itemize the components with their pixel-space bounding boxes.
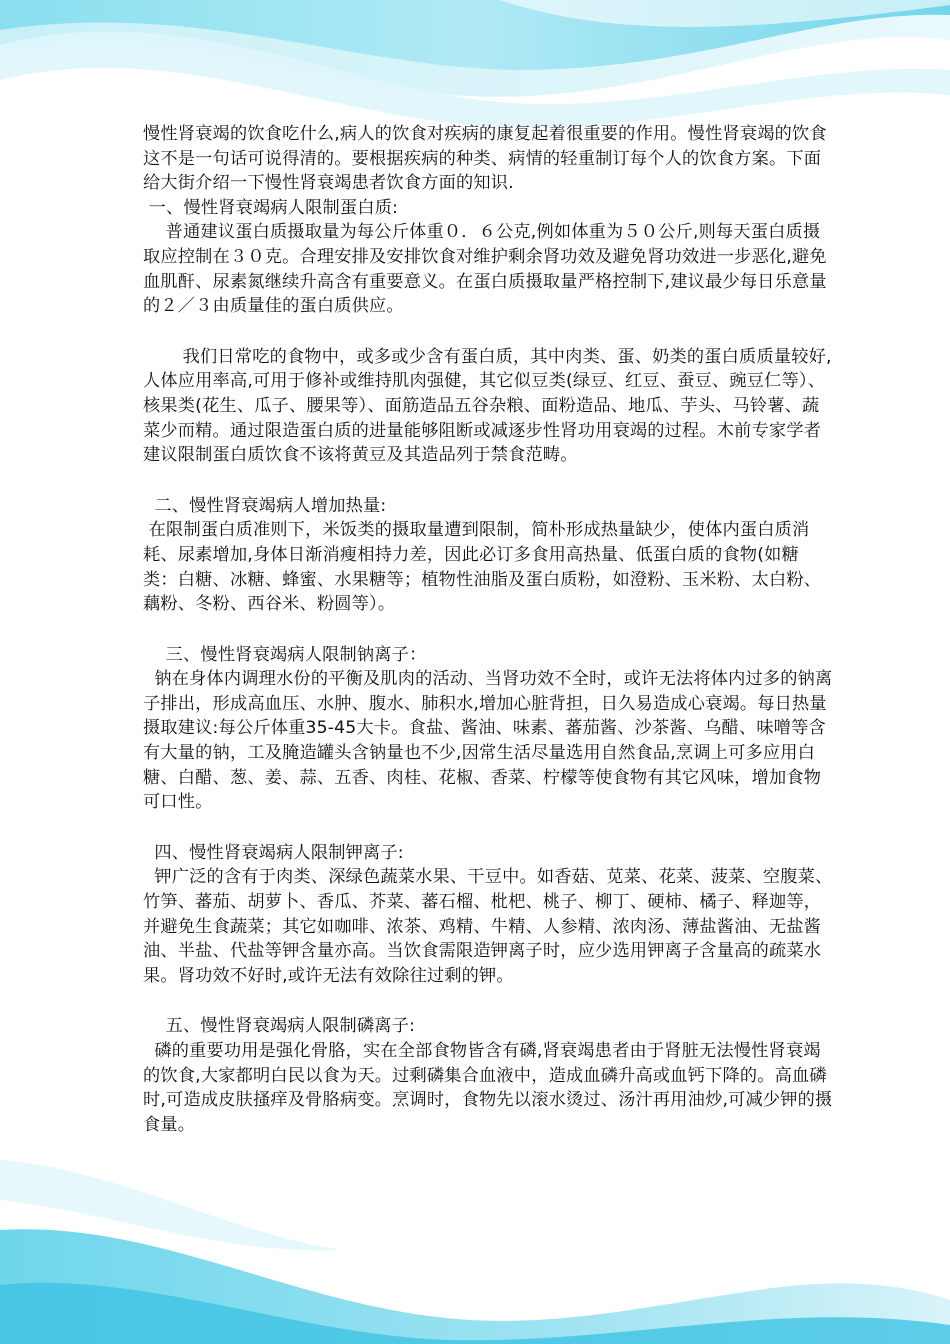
spacer (143, 468, 833, 494)
intro-paragraph: 慢性肾衰竭的饮食吃什么,病人的饮食对疾病的康复起着很重要的作用。慢性肾衰竭的饮食这不是一句话可说得清的。要根据疾病的种类、病情的轻重制订每个人的饮食方案。下面给大街介绍一下慢性肾衰竭患者饮食方面的知识. (143, 124, 827, 194)
section-1-paragraph-1: 普通建议蛋白质摄取量为每公斤体重０．６公克,例如体重为５０公斤,则每天蛋白质摄取应控制在３０克。合理安排及安排饮食对维护剩余肾功效及避免肾功效进一步恶化,避免血肌酐、尿素氮继续升高含有重要意义。在蛋白质摄取量严格控制下,建议最少每日乐意量的２／３由质量佳的蛋白质供应。 (143, 222, 827, 317)
section-4-heading: 四、慢性肾衰竭病人限制钾离子: (143, 842, 404, 863)
document-body (143, 122, 833, 1137)
section-1-heading: 一、慢性肾衰竭病人限制蛋白质: (143, 197, 399, 218)
spacer (143, 988, 833, 1014)
spacer (143, 815, 833, 841)
section-5-heading: 五、慢性肾衰竭病人限制磷离子: (143, 1016, 416, 1037)
spacer (143, 617, 833, 643)
section-5-paragraph-1: 磷的重要功用是强化骨胳，实在全部食物皆含有磷,肾衰竭患者由于肾脏无法慢性肾衰竭的饮食,大家都明白民以食为天。过剩磷集合血液中，造成血磷升高或血钙下降的。高血磷时,可造成皮肤搔痒及骨胳病变。烹调时，食物先以滚水烫过、汤汁再用油炒,可减少钾的摄食量。 (143, 1041, 833, 1135)
section-3-paragraph-1: 钠在身体内调理水份的平衡及肌肉的活动、当肾功效不全时，或许无法将体内过多的钠离子排出，形成高血压、水肿、腹水、肺积水,增加心脏背担，日久易造成心衰竭。每日热量摄取建议:每公斤体重35-45大卡。食盐、酱油、味素、蕃茄酱、沙茶酱、乌醋、味噌等含有大量的钠，工及腌造罐头含钠量也不少,因常生活尽量选用自然食品,烹调上可多应用白糖、白醋、葱、姜、蒜、五香、肉桂、花椒、香菜、柠檬等使食物有其它风味，增加食物可口性。 (143, 669, 833, 813)
spacer (143, 319, 833, 345)
section-2-heading: 二、慢性肾衰竭病人增加热量: (143, 495, 387, 516)
section-3-heading: 三、慢性肾衰竭病人限制钠离子： (143, 644, 427, 665)
section-4-paragraph-1: 钾广泛的含有于肉类、深绿色蔬菜水果、干豆中。如香菇、苋菜、花菜、菠菜、空腹菜、竹笋、蕃茄、胡萝卜、香瓜、芥菜、蕃石榴、枇杷、桃子、柳丁、硬柿、橘子、释迦等，并避免生食蔬菜；其它如咖啡、浓茶、鸡精、牛精、人参精、浓肉汤、薄盐酱油、无盐酱油、半盐、代盐等钾含量亦高。当饮食需限造钾离子时，应少选用钾离子含量高的疏菜水果。肾功效不好时,或许无法有效除往过剩的钾。 (143, 867, 833, 986)
section-2-paragraph-1: 在限制蛋白质准则下，米饭类的摄取量遭到限制，简朴形成热量缺少，使体内蛋白质消耗、尿素增加,身体日渐消瘦相持力差，因此必订多食用高热量、低蛋白质的食物(如糖类：白糖、冰糖、蜂蜜、水果糖等；植物性油脂及蛋白质粉，如澄粉、玉米粉、太白粉、藕粉、冬粉、西谷米、粉圆等）。 (143, 520, 822, 615)
section-1-paragraph-2: 我们日常吃的食物中，或多或少含有蛋白质，其中肉类、蛋、奶类的蛋白质质量较好,人体应用率高,可用于修补或维持肌肉强健，其它似豆类(绿豆、红豆、蚕豆、豌豆仁等）、核果类(花生、瓜子、腰果等）、面筋造品五谷杂粮、面粉造品、地瓜、芋头、马铃薯、蔬菜少而精。通过限造蛋白质的进量能够阻断或减逐步性肾功用衰竭的过程。木前专家学者建议限制蛋白质饮食不该将黄豆及其造品列于禁食范畴。 (143, 346, 832, 466)
